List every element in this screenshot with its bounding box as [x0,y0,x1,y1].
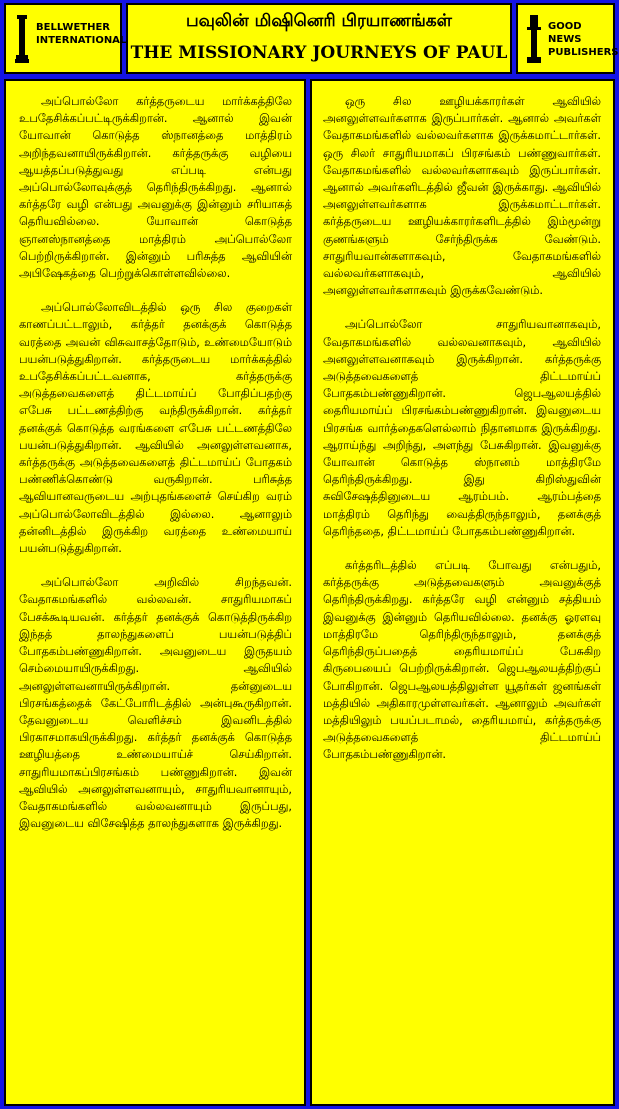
paragraph: அப்பொல்லோ அறிவில் சிறந்தவன். வேதாகமங்களில் வல்லவன். சாதுரியமாகப் பேசக்கூடியவன். கர்த்தர் தனக்குக் கொடுத்திருக்கிற இந்தத் தாலந்துகளைப் பயன்படுத்திப் போதகம்பண்ணுகிறான். அவனுடைய இருதயம் செம்மையாயிருக்கிறது. ஆவியில் அனலுள்ளவனாயிருக்கிறான். தன்னுடைய பிரசங்கத்தைக் கேட்போரிடத்தில் அன்புகூருகிறான். தேவனுடைய வெளிச்சம் இவனிடத்தில் பிரகாசமாகயிருக்கிறது. கர்த்தர் தனக்குக் கொடுத்த ஊழியத்தை உண்மையாய்ச் செய்கிறான். சாதுரியமாகப்பிரசங்கம் பண்ணுகிறான். இவன் ஆவியில் அனலுள்ளவனாயும், சாதுரியவானாயும், வேதாகமங்களில் வல்லவனாயும் இருப்பது, இவனுடைய விசேஷித்த தாலந்துகளாக இருக்கிறது. [19,575,292,831]
paragraph: அப்பொல்லோ கர்த்தருடைய மார்க்கத்திலே உபதேசிக்கப்பட்டிருக்கிறான். ஆனால் இவன் யோவான் கொடுத்த ஸ்நானத்தை மாத்திரம் அறிந்தவனாயிருக்கிறான். கர்த்தருக்கு வழியை ஆயத்தப்படுத்துவது எப்படி என்பது அப்பொல்லோவுக்குத் தெரிந்திருக்கிறது. ஆனால் கர்த்தரே வழி என்பது அவனுக்கு இன்னும் சரியாகத் தெரியவில்லை. யோவான் கொடுத்த ஞானஸ்நானத்தை மாத்திரம் அப்பொல்லோ பெற்றிருக்கிறான். இன்னும் பரிசுத்த ஆவியின் அபிஷேகத்தை பெற்றுக்கொள்ளவில்லை. [19,94,292,281]
header-banner [4,3,619,74]
right-column [310,79,615,1106]
bellwether-logo [4,3,127,74]
pillar-icon [15,15,29,63]
paragraph: அப்பொல்லோவிடத்தில் ஒரு சில குறைகள் காணப்பட்டாலும், கர்த்தர் தனக்குக் கொடுத்த வரத்தை அவன் விசுவாசத்தோடும், உண்மையோடும் பயன்படுத்துகிறான். கர்த்தருடைய மார்க்கத்தில் உபதேசிக்கப்பட்டவனாக, கர்த்தருக்கு அடுத்தவைகளைத் திட்டமாய்ப் போதிப்பதற்கு எபேசு பட்டணத்திற்கு வந்திருக்கிறான். கர்த்தர் தனக்குக் கொடுத்த வரங்களை எபேசு பட்டணத்திலே பயன்படுத்துகிறான். ஆவியில் அனலுள்ளவனாக, கர்த்தருக்கு அடுத்தவைகளைத் திட்டமாய்ப் போதகம் பண்ணிக்கொண்டு வருகிறான். பரிசுத்த ஆவியானவருடைய அற்புதங்களைச் செய்கிற வரம் அப்பொல்லோவிடத்தில் இல்லை. ஆனாலும் தன்னிடத்தில் இருக்கிற வரத்தை உண்மையாய் பயன்படுத்துகிறான். [19,300,292,556]
paragraph: கர்த்தரிடத்தில் எப்படி போவது என்பதும், கர்த்தருக்கு அடுத்தவைகளும் அவனுக்குத் தெரிந்திருக்கிறது. கர்த்தரே வழி என்னும் சத்தியம் இவனுக்கு இன்னும் தெரியவில்லை. தனக்கு ஓரளவு மாத்திரமே தெரிந்திருந்தாலும், தனக்குத் தெரிந்திருப்பதைத் தைரியமாய்ப் பேசுகிற கிருபையைப் பெற்றிருக்கிறான். ஜெபஆலயத்திற்குப் போகிறான். ஜெபஆலயத்திலுள்ள யூதர்கள் ஜனங்கள் மத்தியில் அதிகாரமுள்ளவர்கள். ஆனாலும் அவர்கள் மத்தியிலும் பயப்படாமல், தைரியமாய், கர்த்தருக்கு அடுத்தவைகளைத் திட்டமாய்ப் போதகம்பண்ணுகிறான். [323,558,601,762]
paragraph: ஒரு சில ஊழியக்காரர்கள் ஆவியில் அனலுள்ளவர்களாக இருப்பார்கள். ஆனால் அவர்கள் வேதாகமங்களில் வல்லவர்களாக இருக்கமாட்டார்கள். ஒரு சிலர் சாதுரியமாகப் பிரசங்கம் பண்ணுவார்கள். வேதாகமங்களில் வல்லவர்களாகவும் இருப்பார்கள். ஆனால் அவர்களிடத்தில் ஜீவன் இருக்காது. ஆவியில் அனலுள்ளவர்களாக இருக்கமாட்டார்கள். கர்த்தருடைய ஊழியக்காரர்களிடத்தில் இம்மூன்று குணங்களும் சேர்ந்திருக்க வேண்டும். சாதுரியவான்களாகவும், வேதாகமங்களில் வல்லவர்களாகவும், ஆவியில் அனலுள்ளவர்களாகவும் இருக்கவேண்டும். [323,94,601,298]
book-icon [527,15,541,63]
left-column [4,79,306,1106]
good-news-logo [516,3,619,74]
title-english: THE MISSIONARY JOURNEYS OF PAUL [130,43,508,63]
title-box [126,3,512,74]
bellwether-logo-text: BELLWETHER INTERNATIONAL [36,22,127,46]
good-news-logo-text: GOOD NEWS PUBLISHERS [548,21,619,58]
paragraph: அப்பொல்லோ சாதுரியவானாகவும், வேதாகமங்களில் வல்லவனாகவும், ஆவியில் அனலுள்ளவனாகவும் இருக்கிறான். கர்த்தருக்கு அடுத்தவைகளைத் திட்டமாய்ப் போதகம்பண்ணுகிறான். ஜெபஆலயத்தில் தைரியமாய்ப் பிரசங்கம்பண்ணுகிறான். இவனுடைய பிரசங்க வார்த்தைகளெல்லாம் நிதானமாக இருக்கிறது. ஆராய்ந்து அறிந்து, அளந்து பேசுகிறான். இவனுக்கு யோவான் கொடுத்த ஸ்நானம் மாத்திரமே தெரிந்திருக்கிறது. இது கிறிஸ்துவின் சுவிசேஷத்தினுடைய ஆரம்பம். ஆரம்பத்தை மாத்திரம் தெரிந்து வைத்திருந்தாலும், தனக்குத் தெரிந்ததை, திட்டமாய்ப் போதகம்பண்ணுகிறான். [323,317,601,538]
title-tamil: பவுலின் மிஷினெரி பிரயாணங்கள் [186,11,452,31]
